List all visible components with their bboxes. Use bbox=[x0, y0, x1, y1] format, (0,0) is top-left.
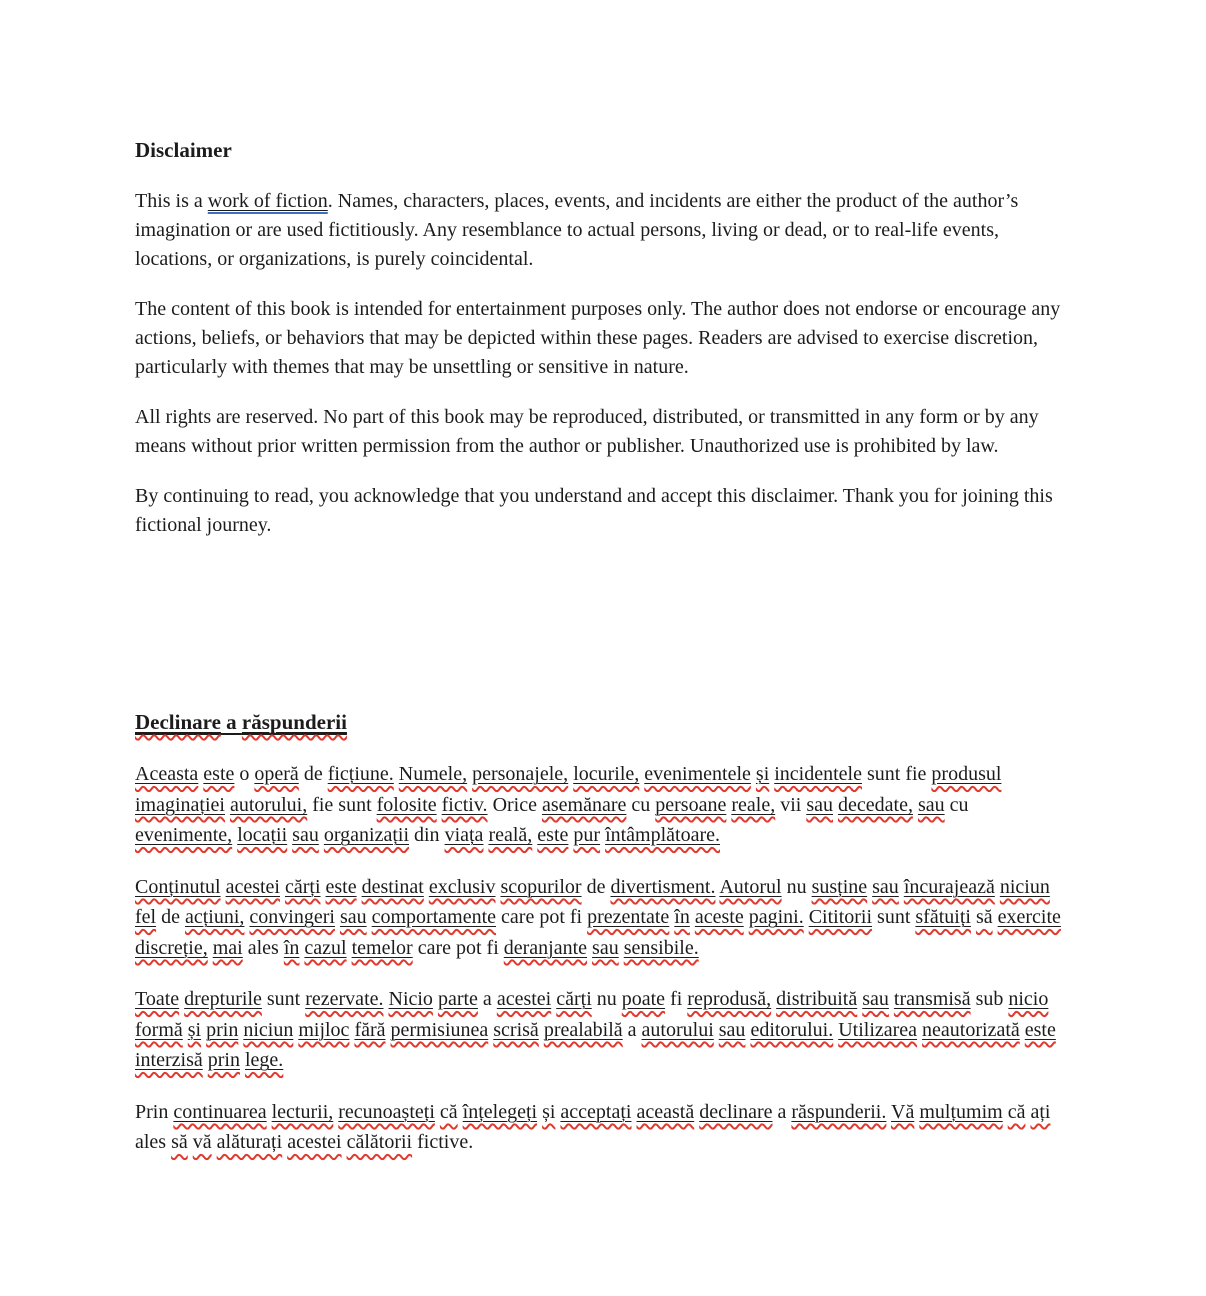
misspelled-word: că bbox=[439, 1100, 458, 1123]
misspelled-word: Declinare bbox=[135, 710, 221, 735]
misspelled-word: poate bbox=[621, 988, 666, 1011]
grammar-flagged-phrase: work of fiction bbox=[207, 190, 328, 213]
misspelled-word: este bbox=[325, 875, 357, 898]
misspelled-word: continuarea bbox=[173, 1100, 267, 1123]
misspelled-word: este bbox=[537, 824, 569, 847]
misspelled-word: evenimentele bbox=[644, 763, 751, 786]
misspelled-word: temelor bbox=[351, 936, 413, 959]
misspelled-word: sau bbox=[292, 824, 319, 847]
misspelled-word: această bbox=[636, 1100, 695, 1123]
misspelled-word: neautorizată bbox=[922, 1018, 1020, 1041]
misspelled-word: Autorul bbox=[719, 875, 782, 898]
misspelled-word: să bbox=[975, 906, 993, 929]
misspelled-word: călătorii bbox=[346, 1131, 413, 1154]
misspelled-word: editorului. bbox=[750, 1018, 834, 1041]
misspelled-word: interzisă bbox=[135, 1049, 203, 1072]
misspelled-word: Toate bbox=[135, 988, 180, 1011]
misspelled-word: parte bbox=[437, 988, 478, 1011]
misspelled-word: discreție, bbox=[135, 936, 208, 959]
misspelled-word: acestei bbox=[225, 875, 280, 898]
disclaimer-heading-romanian: Declinare a răspunderii bbox=[135, 710, 347, 735]
misspelled-word: ficțiune. bbox=[327, 763, 394, 786]
misspelled-word: nicio bbox=[1008, 988, 1049, 1011]
misspelled-word: drepturile bbox=[184, 988, 262, 1011]
disclaimer-heading-english: Disclaimer bbox=[135, 138, 232, 162]
misspelled-word: mulțumim bbox=[919, 1100, 1003, 1123]
misspelled-word: sensibile. bbox=[623, 936, 699, 959]
misspelled-word: înțelegeți bbox=[462, 1100, 538, 1123]
misspelled-word: Aceasta bbox=[135, 763, 199, 786]
paragraph-english-4: By continuing to read, you acknowledge that you understand and accept this disclaimer. Thank you for joining this fictional journey. bbox=[135, 485, 1053, 537]
paragraph-romanian-1: Aceasta este o operă de ficțiune. Numele, personajele, locurile, evenimentele și incidentele sunt fie produsul imaginației autorului, fie sunt folosite fictiv. Orice asemănare cu persoane reale, vii sau decedate, sau cu evenimente, locații sau organizații din viața reală, este pur întâmplătoare. bbox=[135, 763, 1002, 847]
misspelled-word: cărți bbox=[284, 875, 321, 898]
misspelled-word: reprodusă, bbox=[687, 988, 772, 1011]
misspelled-word: divertisment. bbox=[610, 875, 716, 898]
misspelled-word: scrisă bbox=[493, 1018, 539, 1041]
misspelled-word: Numele, bbox=[398, 763, 468, 786]
misspelled-word: și bbox=[755, 763, 770, 786]
misspelled-word: incidentele bbox=[774, 763, 862, 786]
misspelled-word: în bbox=[674, 906, 690, 929]
misspelled-word: decedate, bbox=[838, 793, 913, 816]
misspelled-word: fără bbox=[354, 1018, 386, 1041]
misspelled-word: sfătuiți bbox=[915, 906, 971, 929]
misspelled-word: mijloc bbox=[298, 1018, 350, 1041]
misspelled-word: aceste bbox=[694, 906, 744, 929]
misspelled-word: vă bbox=[192, 1131, 212, 1154]
misspelled-word: reală, bbox=[488, 824, 533, 847]
misspelled-word: prezentate bbox=[587, 906, 670, 929]
misspelled-word: răspunderii. bbox=[791, 1100, 887, 1123]
misspelled-word: cărți bbox=[556, 988, 592, 1011]
misspelled-word: prealabilă bbox=[543, 1018, 623, 1041]
misspelled-word: reale, bbox=[731, 793, 776, 816]
misspelled-word: exclusiv bbox=[428, 875, 496, 898]
misspelled-word: distribuită bbox=[776, 988, 858, 1011]
misspelled-word: sau bbox=[806, 793, 833, 816]
misspelled-word: niciun bbox=[999, 875, 1050, 898]
misspelled-word: Conținutul bbox=[135, 875, 221, 898]
misspelled-word: recunoașteți bbox=[338, 1100, 435, 1123]
misspelled-word: comportamente bbox=[371, 906, 497, 929]
misspelled-word: folosite bbox=[376, 793, 437, 816]
misspelled-word: destinat bbox=[361, 875, 424, 898]
misspelled-word: formă bbox=[135, 1018, 183, 1041]
misspelled-word: că bbox=[1007, 1100, 1026, 1123]
misspelled-word: sau bbox=[592, 936, 619, 959]
section-spacer bbox=[135, 561, 1070, 710]
document-page bbox=[135, 0, 1070, 1179]
misspelled-word: declinare bbox=[699, 1100, 773, 1123]
paragraph-romanian-4: Prin continuarea lecturii, recunoașteți că înțelegeți și acceptați această declinare a răspunderii. Vă mulțumim că ați ales să vă alăturați acestei călătorii fictive. bbox=[135, 1100, 1051, 1154]
misspelled-word: în bbox=[283, 936, 300, 959]
misspelled-word: autorului, bbox=[229, 793, 308, 816]
misspelled-word: convingeri bbox=[249, 906, 335, 929]
misspelled-word: viața bbox=[444, 824, 484, 847]
misspelled-word: locurile, bbox=[573, 763, 640, 786]
misspelled-word: produsul bbox=[931, 763, 1002, 786]
paragraph-romanian-2: Conținutul acestei cărți este destinat exclusiv scopurilor de divertisment. Autorul nu susține sau încurajează niciun fel de acțiuni, convingeri sau comportamente care pot fi prezentate în aceste pagini. Cititorii sunt sfătuiți să exercite discreție, mai ales în cazul temelor care pot fi deranjante sau sensibile. bbox=[135, 875, 1061, 959]
misspelled-word: acestei bbox=[287, 1131, 342, 1154]
misspelled-word: persoane bbox=[655, 793, 727, 816]
misspelled-word: pur bbox=[573, 824, 601, 847]
misspelled-word: încurajează bbox=[903, 875, 995, 898]
misspelled-word: mai bbox=[212, 936, 243, 959]
misspelled-word: lecturii, bbox=[271, 1100, 334, 1123]
misspelled-word: lege. bbox=[244, 1049, 284, 1072]
paragraph-english-2: The content of this book is intended for entertainment purposes only. The author does not endorse or encourage any actions, beliefs, or behaviors that may be depicted within these pages. Readers are advised to exercise discretion, particularly with themes that may be unsettling or sensitive in nature. bbox=[135, 298, 1061, 379]
misspelled-word: niciun bbox=[243, 1018, 294, 1041]
misspelled-word: imaginației bbox=[135, 793, 225, 816]
misspelled-word: întâmplătoare. bbox=[605, 824, 721, 847]
misspelled-word: autorului bbox=[641, 1018, 714, 1041]
misspelled-word: Cititorii bbox=[808, 906, 873, 929]
misspelled-word: răspunderii bbox=[241, 710, 347, 735]
misspelled-word: sau bbox=[339, 906, 367, 929]
misspelled-word: susține bbox=[811, 875, 868, 898]
misspelled-word: și bbox=[542, 1100, 556, 1123]
misspelled-word: acțiuni, bbox=[184, 906, 245, 929]
misspelled-word: sau bbox=[872, 875, 899, 898]
misspelled-word: prin bbox=[206, 1018, 239, 1041]
misspelled-word: organizații bbox=[323, 824, 409, 847]
paragraph-english-1: This is a work of fiction. Names, characters, places, events, and incidents are either the product of the author’s imagination or are used fictitiously. Any resemblance to actual persons, living or dead, or to real-life events, locations, or organizations, is purely coincidental. bbox=[135, 190, 1019, 271]
misspelled-word: deranjante bbox=[503, 936, 588, 959]
misspelled-word: locații bbox=[237, 824, 288, 847]
misspelled-word: Nicio bbox=[388, 988, 433, 1011]
misspelled-word: este bbox=[1024, 1018, 1056, 1041]
misspelled-word: personajele, bbox=[472, 763, 569, 786]
paragraph-romanian-3: Toate drepturile sunt rezervate. Nicio parte a acestei cărți nu poate fi reprodusă, distribuită sau transmisă sub nicio formă și prin niciun mijloc fără permisiunea scrisă prealabilă a autorului sau editorului. Utilizarea neautorizată este interzisă prin lege. bbox=[135, 988, 1056, 1072]
misspelled-word: sau bbox=[917, 793, 945, 816]
misspelled-word: sau bbox=[862, 988, 889, 1011]
misspelled-word: fictiv. bbox=[441, 793, 488, 816]
misspelled-word: acestei bbox=[496, 988, 552, 1011]
misspelled-word: alăturați bbox=[216, 1131, 283, 1154]
misspelled-word: Vă bbox=[891, 1100, 915, 1123]
misspelled-word: fel bbox=[135, 906, 157, 929]
misspelled-word: permisiunea bbox=[390, 1018, 489, 1041]
misspelled-word: prin bbox=[207, 1049, 240, 1072]
misspelled-word: operă bbox=[254, 763, 299, 786]
misspelled-word: acceptați bbox=[560, 1100, 632, 1123]
misspelled-word: scopurilor bbox=[500, 875, 582, 898]
paragraph-english-3: All rights are reserved. No part of this book may be reproduced, distributed, or transmitted in any form or by any means without prior written permission from the author or publisher. Unauthorized use is prohibited by law. bbox=[135, 406, 1039, 458]
misspelled-word: sau bbox=[718, 1018, 746, 1041]
misspelled-word: rezervate. bbox=[305, 988, 384, 1011]
misspelled-word: este bbox=[203, 763, 235, 786]
misspelled-word: Utilizarea bbox=[838, 1018, 918, 1041]
misspelled-word: asemănare bbox=[541, 793, 627, 816]
misspelled-word: exercite bbox=[997, 906, 1061, 929]
misspelled-word: să bbox=[171, 1131, 188, 1154]
misspelled-word: transmisă bbox=[893, 988, 971, 1011]
misspelled-word: pagini. bbox=[748, 906, 804, 929]
misspelled-word: ați bbox=[1030, 1100, 1051, 1123]
misspelled-word: cazul bbox=[304, 936, 347, 959]
misspelled-word: și bbox=[187, 1018, 202, 1041]
misspelled-word: evenimente, bbox=[135, 824, 233, 847]
